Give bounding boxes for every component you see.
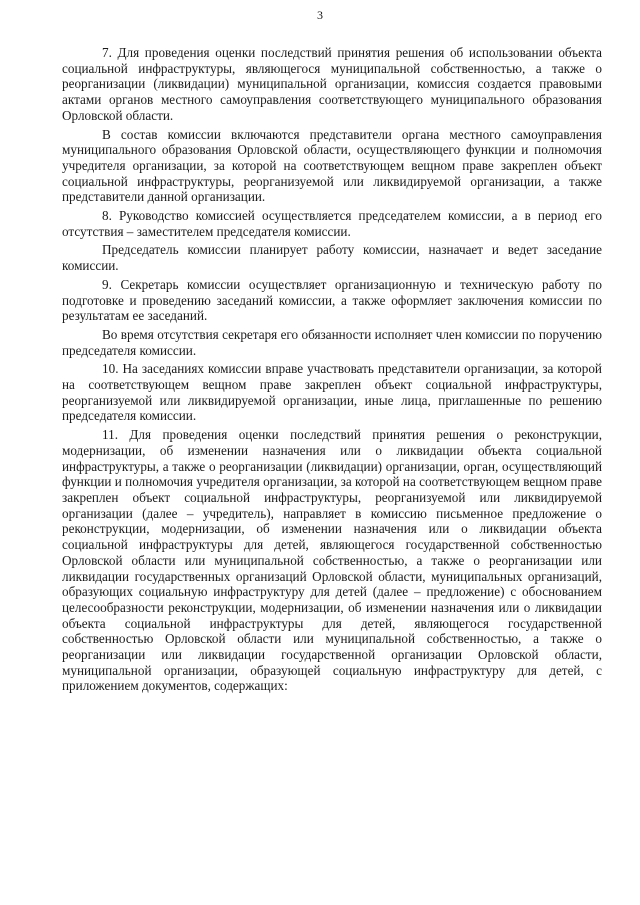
paragraph-10: 10. На заседаниях комиссии вправе участвовать представители организации, за которой на соответствующем вещном праве закреплен объект социальной инфраструктуры, реорганизуемой или ликвидируемой организации, иные лица, приглашенные по решению председателя комиссии. xyxy=(62,361,602,424)
page-number: 3 xyxy=(317,8,323,22)
paragraph-11: 11. Для проведения оценки последствий принятия решения о реконструкции, модернизации, об изменении назначения или о ликвидации объекта социальной инфраструктуры, а также о реорганизации (ликвидации) организации, орган, осуществляющий функции и полномочия учредителя организации, за которой на соответствующем вещном праве закреплен объект социальной инфраструктуры, реорганизуемой или ликвидируемой организации (далее – учредитель), направляет в комиссию письменное предложение о реконструкции, модернизации, об изменении назначения или о ликвидации объекта социальной инфраструктуры для детей, являющегося государственной собственностью Орловской области или муниципальной собственностью, а также о реорганизации или ликвидации государственных организаций Орловской области, муниципальных организаций, образующих социальную инфраструктуру для детей (далее – предложение) с обоснованием целесообразности реконструкции, модернизации, об изменении назначения или о ликвидации объекта социальной инфраструктуры для детей, являющегося государственной собственностью Орловской области или муниципальной собственностью, а также о реорганизации или ликвидации государственной организации Орловской области, муниципальной организации, образующей социальную инфраструктуру для детей, с приложением документов, содержащих: xyxy=(62,427,602,694)
paragraph-7-commission-composition: В состав комиссии включаются представители органа местного самоуправления муниципального образования Орловской области, осуществляющего функции и полномочия учредителя организации, за которой на соответствующем вещном праве закреплен объект социальной инфраструктуры, реорганизуемой или ликвидируемой организации, а также представители данной организации. xyxy=(62,126,602,205)
paragraph-7: 7. Для проведения оценки последствий принятия решения об использовании объекта социальной инфраструктуры, являющегося муниципальной собственностью, а также о реорганизации (ликвидации) муниципальной организации, комиссия создается правовыми актами органов местного самоуправления соответствующего муниципального образования Орловской области. xyxy=(62,45,602,123)
paragraph-8-chairman-duties: Председатель комиссии планирует работу комиссии, назначает и ведет заседание комиссии. xyxy=(62,242,602,274)
paragraph-9-secretary-absence: Во время отсутствия секретаря его обязанности исполняет член комиссии по поручению председателя комиссии. xyxy=(62,326,602,358)
paragraph-8: 8. Руководство комиссией осуществляется председателем комиссии, а в период его отсутствия – заместителем председателя комиссии. xyxy=(62,208,602,239)
document-body xyxy=(62,45,602,697)
paragraph-9: 9. Секретарь комиссии осуществляет организационную и техническую работу по подготовке и проведению заседаний комиссии, а также оформляет заключения комиссии по результатам ее заседаний. xyxy=(62,276,602,324)
